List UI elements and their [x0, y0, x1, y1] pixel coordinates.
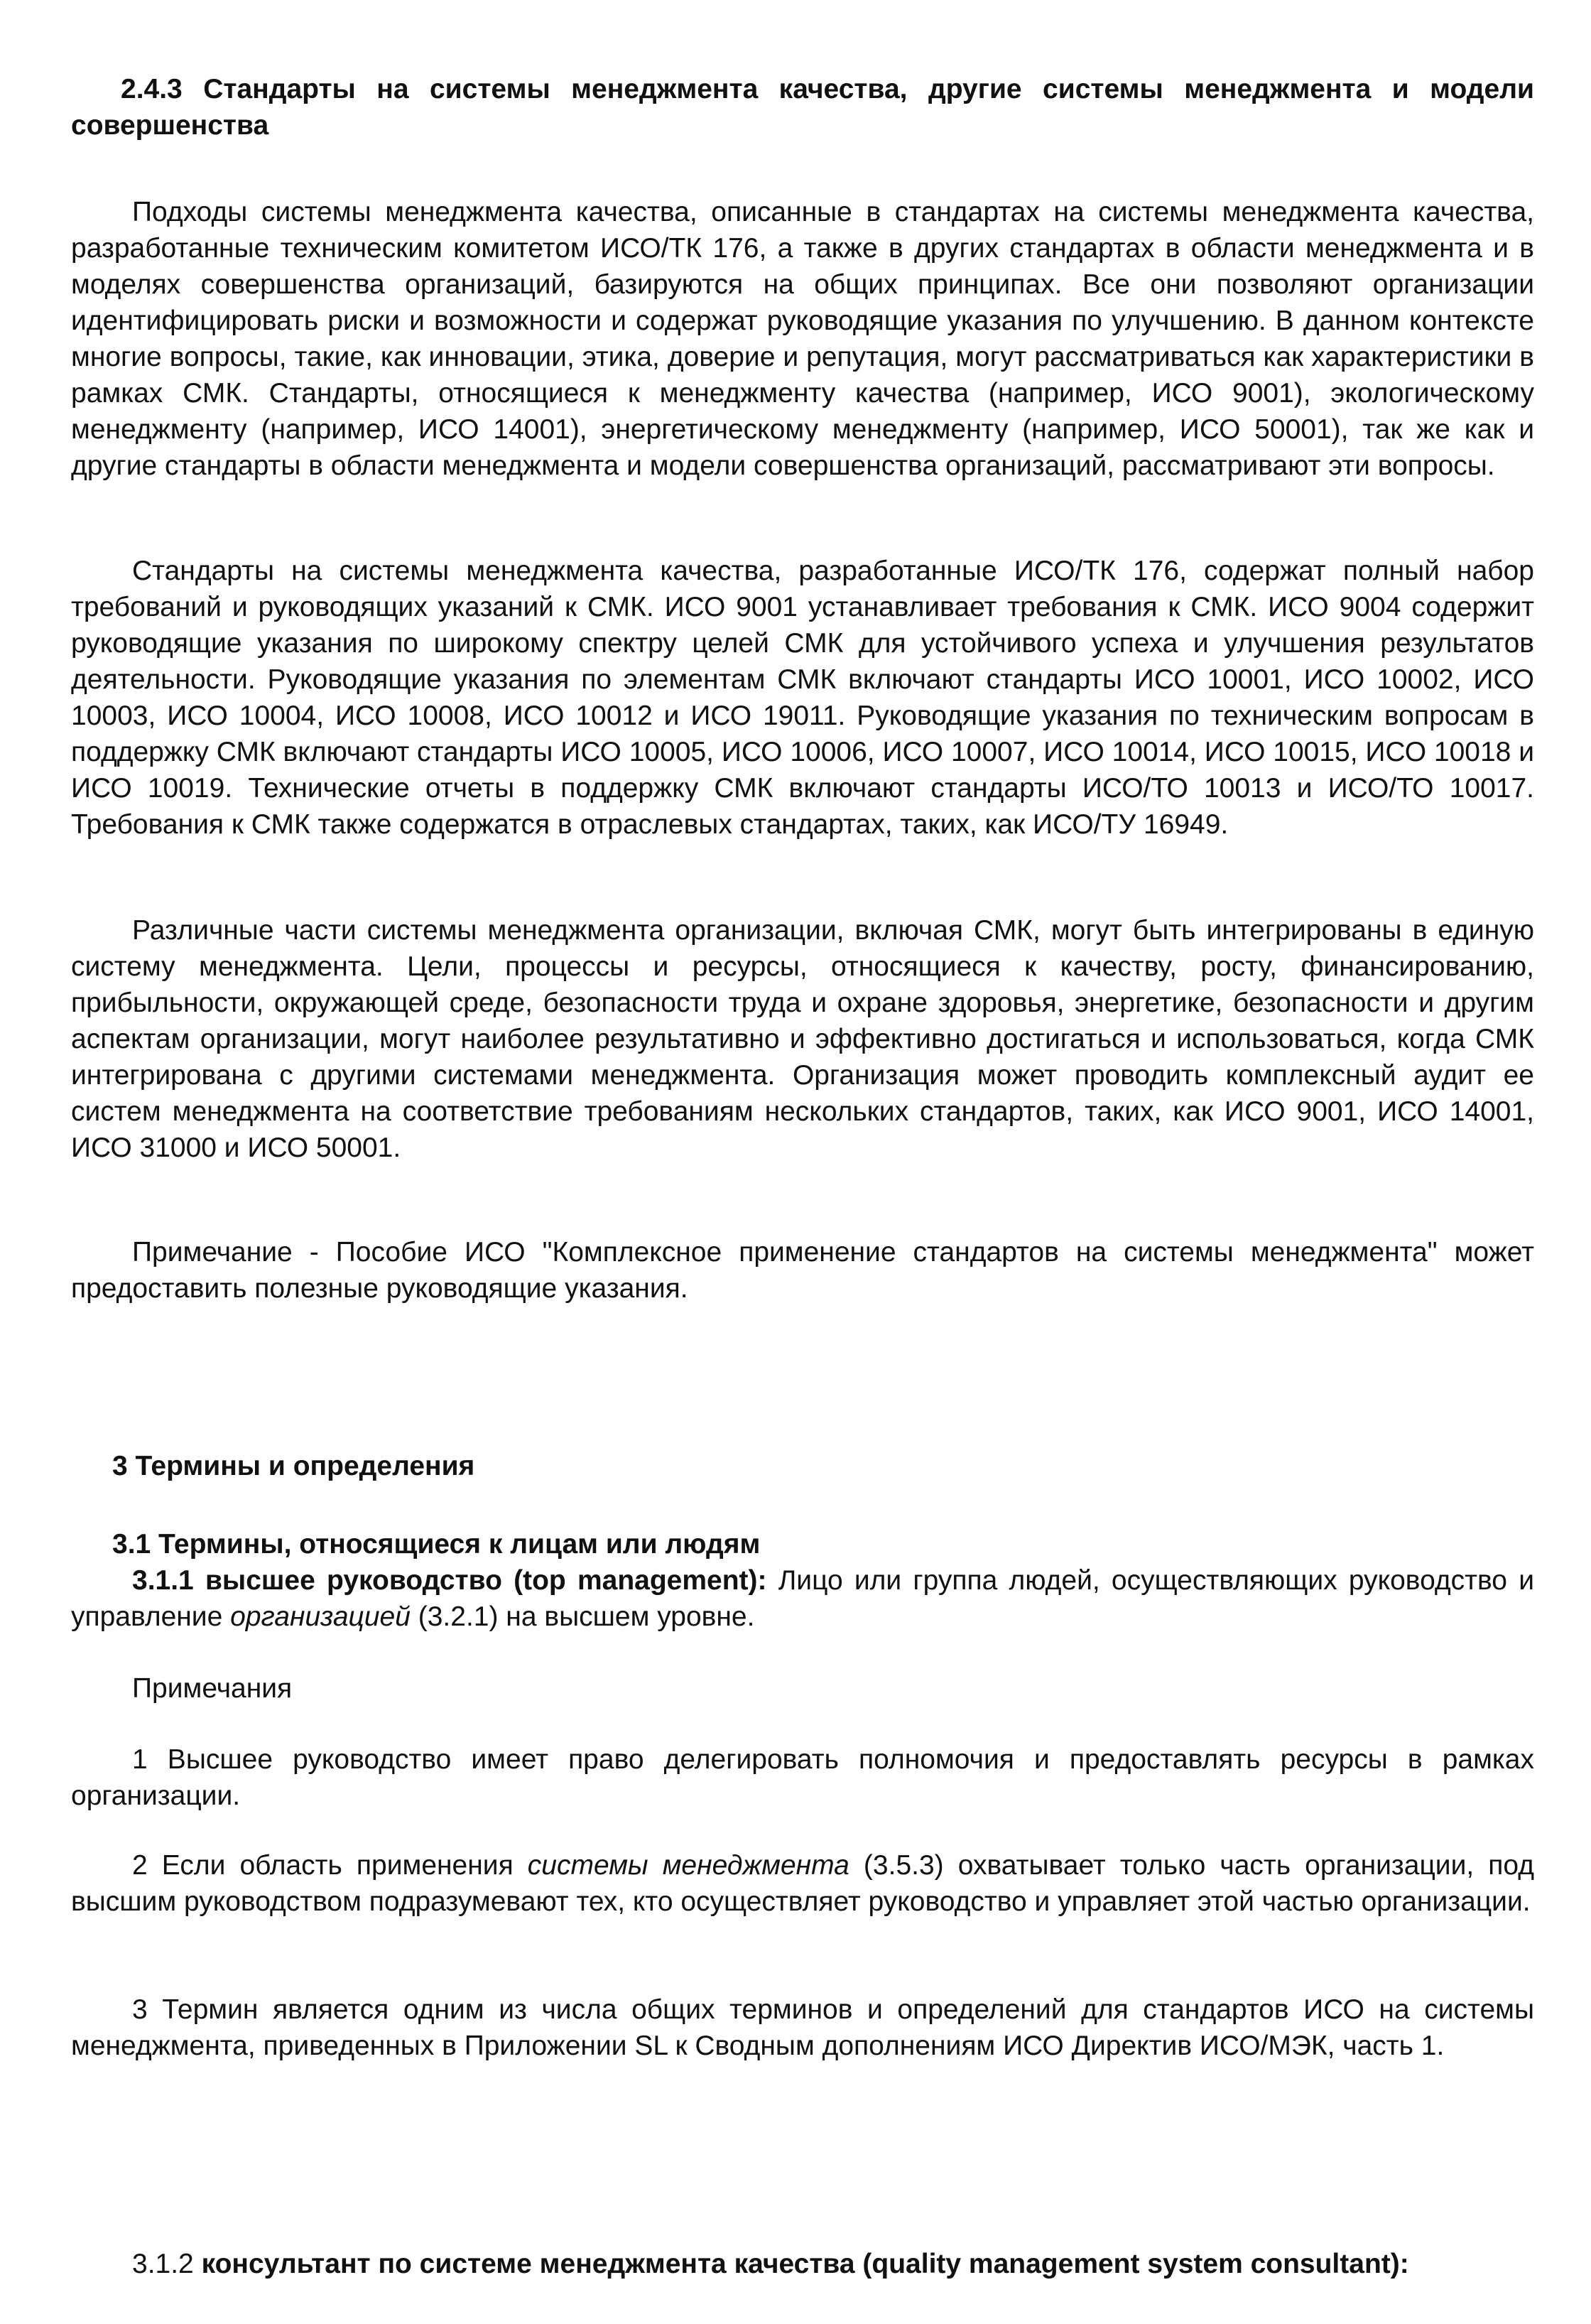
section-3-1-heading: [71, 1526, 1534, 1562]
paragraph-1: [71, 194, 1534, 484]
term-number: 3.1.2: [132, 2249, 194, 2279]
paragraph-text: Стандарты на системы менеджмента качества, разработанные ИСО/ТК 176, содержат полный набор требований и руководящих указаний к СМК. ИСО 9001 устанавливает требования к СМК. ИСО 9004 содержит руководящие указания по широкому спектру целей СМК для устойчивого успеха и улучшения результатов деятельности. Руководящие указания по элементам СМК включают стандарты ИСО 10001, ИСО 10002, ИСО 10003, ИСО 10004, ИСО 10008, ИСО 10012 и ИСО 19011. Руководящие указания по техническим вопросам в поддержку СМК включают стандарты ИСО 10005, ИСО 10006, ИСО 10007, ИСО 10014, ИСО 10015, ИСО 10018 и ИСО 10019. Технические отчеты в поддержку СМК включают стандарты ИСО/ТО 10013 и ИСО/ТО 10017. Требования к СМК также содержатся в отраслевых стандартах, таких, как ИСО/ТУ 16949.: [71, 556, 1534, 840]
term-reference: организацией: [230, 1601, 411, 1632]
note-3: [71, 1991, 1534, 2064]
notes-heading: [71, 1670, 1534, 1707]
paragraph-text: Различные части системы менеджмента организации, включая СМК, могут быть интегрированы в единую систему менеджмента. Цели, процессы и ресурсы, относящиеся к качеству, росту, финансированию, прибыльности, окружающей среде, безопасности труда и охране здоровья, энергетике, безопасности и другим аспектам организации, могут наиболее результативно и эффективно достигаться и использоваться, когда СМК интегрирована с другими системами менеджмента. Организация может проводить комплексный аудит ее систем менеджмента на соответствие требованиям нескольких стандартов, таких, как ИСО 9001, ИСО 14001, ИСО 31000 и ИСО 50001.: [71, 915, 1534, 1163]
term-name: консультант по системе менеджмента качества (quality management system consultant):: [201, 2249, 1409, 2279]
note-text: 1 Высшее руководство имеет право делегировать полномочия и предоставлять ресурсы в рамках организации.: [71, 1744, 1534, 1811]
note-term-reference: системы менеджмента: [527, 1850, 849, 1881]
section-title: Стандарты на системы менеджмента качества, другие системы менеджмента и модели совершенства: [71, 74, 1534, 141]
term-definition-end: (3.2.1) на высшем уровне.: [410, 1601, 755, 1632]
notes-label: Примечания: [132, 1673, 293, 1704]
section-2-4-3-heading: [71, 71, 1534, 144]
section-number: 2.4.3: [121, 74, 183, 104]
section-3-heading: [71, 1448, 1534, 1484]
note-text-end: (3.5.3) охватывает только часть организации, под высшим руководством подразумевают тех, кто осуществляет руководство и управляет этой частью организации.: [71, 1850, 1534, 1917]
paragraph-text: Подходы системы менеджмента качества, описанные в стандартах на системы менеджмента качества, разработанные техническим комитетом ИСО/ТК 176, а также в других стандартах в области менеджмента и в моделях совершенства организаций, базируются на общих принципах. Все они позволяют организации идентифицировать риски и возможности и содержат руководящие указания по улучшению. В данном контексте многие вопросы, такие, как инновации, этика, доверие и репутация, могут рассматриваться как характеристики в рамках СМК. Стандарты, относящиеся к менеджменту качества (например, ИСО 9001), экологическому менеджменту (например, ИСО 14001), энергетическому менеджменту (например, ИСО 50001), так же как и другие стандарты в области менеджмента и модели совершенства организаций, рассматривают эти вопросы.: [71, 197, 1534, 481]
section-title: 3 Термины и определения: [112, 1451, 475, 1481]
note-text: 3 Термин является одним из числа общих терминов и определений для стандартов ИСО на системы менеджмента, приведенных в Приложении SL к Сводным дополнениям ИСО Директив ИСО/МЭК, часть 1.: [71, 1994, 1534, 2061]
term-3-1-2: [71, 2246, 1534, 2282]
term-name: высшее руководство (top management):: [205, 1565, 767, 1596]
term-definition: Лицо или группа людей, осуществляющих руководство и управление: [71, 1565, 1534, 1632]
subsection-title: 3.1 Термины, относящиеся к лицам или людям: [112, 1529, 761, 1560]
note-1: [71, 1741, 1534, 1814]
note-2: [71, 1847, 1534, 1920]
paragraph-2: [71, 553, 1534, 843]
term-number: 3.1.1: [132, 1565, 194, 1596]
paragraph-3: [71, 912, 1534, 1166]
term-3-1-1: [71, 1562, 1534, 1635]
note-text: Примечание - Пособие ИСО "Комплексное применение стандартов на системы менеджмента" может предоставить полезные руководящие указания.: [71, 1237, 1534, 1304]
note-text: 2 Если область применения: [132, 1850, 528, 1881]
note-paragraph: [71, 1234, 1534, 1307]
